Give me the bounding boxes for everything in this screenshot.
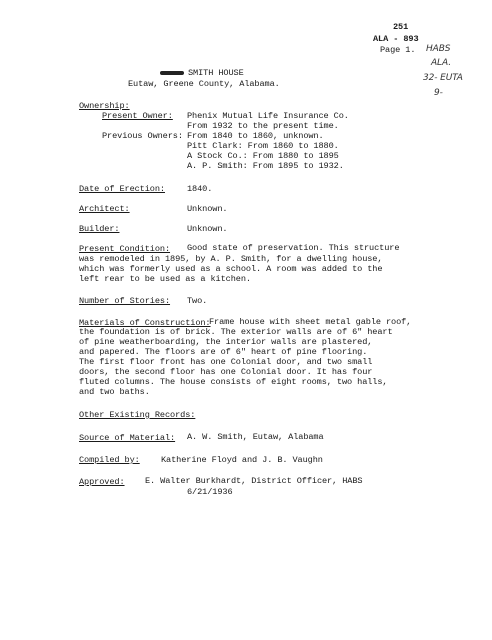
handwritten-ala: ALA. (431, 58, 451, 68)
previous-owner-line: A Stock Co.: From 1880 to 1895 (187, 151, 339, 161)
handwritten-code: 32- EUTA (423, 73, 463, 83)
materials-label: Materials of Construction: (79, 318, 211, 328)
materials-line: doors, the second floor has one Colonial door. It has four (79, 367, 373, 377)
condition-line: left rear to be used as a kitchen. (79, 274, 251, 284)
stories-label: Number of Stories: (79, 296, 171, 306)
ownership-label: Ownership: (79, 101, 130, 111)
location-line: Eutaw, Greene County, Alabama. (128, 79, 280, 89)
condition-label: Present Condition: (79, 244, 171, 254)
condition-line: Good state of preservation. This structure (187, 243, 400, 253)
architect-label: Architect: (79, 204, 130, 214)
condition-line: was remodeled in 1895, by A. P. Smith, for a dwelling house, (79, 254, 383, 264)
builder-value: Unknown. (187, 224, 228, 234)
handwritten-habs: HABS (426, 44, 451, 54)
handwritten-num: 9- (434, 88, 443, 98)
previous-owners-label: Previous Owners: (102, 131, 183, 141)
struck-out-word (160, 71, 184, 75)
page-number-stamp: 251 (393, 22, 409, 32)
compiled-value: Katherine Floyd and J. B. Vaughn (161, 455, 323, 465)
source-label: Source of Material: (79, 433, 176, 443)
present-owner-label: Present Owner: (102, 111, 173, 121)
survey-code: ALA - 893 (373, 34, 419, 44)
materials-line: The first floor front has one Colonial door, and two small (79, 357, 373, 367)
materials-line: the foundation is of brick. The exterior walls are of 6" heart (79, 327, 393, 337)
present-owner-value: Phenix Mutual Life Insurance Co. (187, 111, 349, 121)
architect-value: Unknown. (187, 204, 228, 214)
stories-value: Two. (187, 296, 208, 306)
previous-owner-line: Pitt Clark: From 1860 to 1880. (187, 141, 339, 151)
previous-owner-line: A. P. Smith: From 1895 to 1932. (187, 161, 344, 171)
condition-line: which was formerly used as a school. A room was added to the (79, 264, 383, 274)
document-title: SMITH HOUSE (188, 68, 244, 78)
erection-label: Date of Erection: (79, 184, 165, 194)
materials-line: fluted columns. The house consists of eight rooms, two halls, (79, 377, 388, 387)
page-label: Page 1. (380, 45, 416, 55)
compiled-label: Compiled by: (79, 455, 140, 465)
builder-label: Builder: (79, 224, 120, 234)
materials-line: Frame house with sheet metal gable roof, (209, 317, 412, 327)
materials-line: and two baths. (79, 387, 150, 397)
materials-line: of pine weatherboarding, the interior walls are plastered, (79, 337, 373, 347)
erection-value: 1840. (187, 184, 213, 194)
approved-value: E. Walter Burkhardt, District Officer, HABS (145, 476, 363, 486)
materials-line: and papered. The floors are of 6" heart of pine flooring. (79, 347, 368, 357)
previous-owner-line: From 1840 to 1860, unknown. (187, 131, 324, 141)
present-owner-dates: From 1932 to the present time. (187, 121, 339, 131)
source-value: A. W. Smith, Eutaw, Alabama (187, 432, 324, 442)
other-records-label: Other Existing Records: (79, 410, 196, 420)
approved-date: 6/21/1936 (187, 487, 233, 497)
approved-label: Approved: (79, 477, 125, 487)
